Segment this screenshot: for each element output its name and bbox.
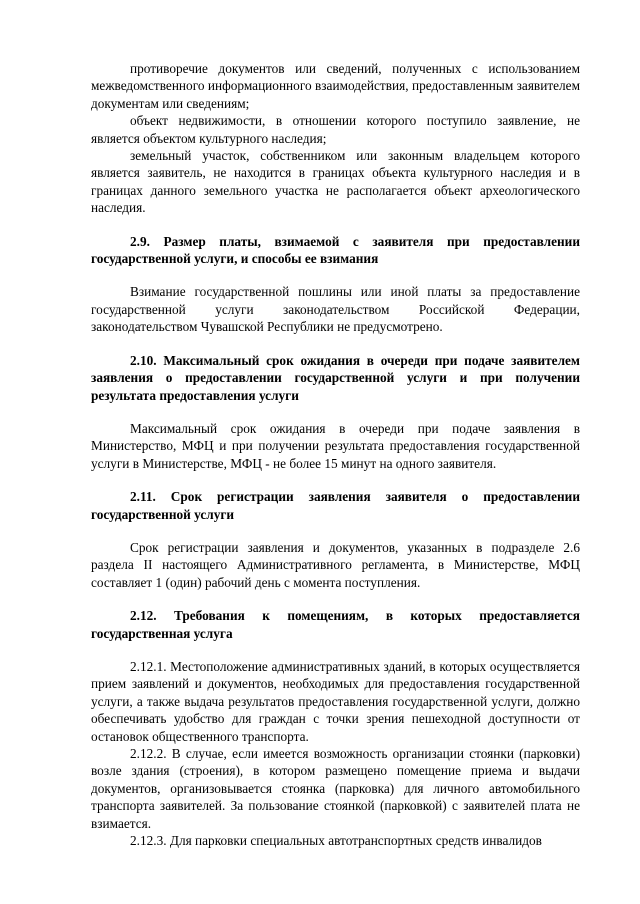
- paragraph-registration-time: Срок регистрации заявления и документов, указанных в подразделе 2.6 раздела II настоящего Административного регламента, в Министерстве, МФЦ составляет 1 (один) рабочий день с момента поступления.: [91, 539, 580, 590]
- heading-2-9: 2.9. Размер платы, взимаемой с заявителя при предоставлении государственной услуги, и способы ее взимания: [91, 233, 580, 267]
- heading-2-12: 2.12. Требования к помещениям, в которых предоставляется государственная услуга: [91, 608, 580, 641]
- paragraph-2-12-3: 2.12.3. Для парковки специальных автотранспортных средств инвалидов: [130, 833, 542, 849]
- paragraph-land-plot: земельный участок, собственником или законным владельцем которого является заявитель, не находится в границах объекта культурного наследия и в границах данного земельного участка не располагается объект археологического наследия.: [91, 148, 580, 216]
- spacer: [91, 404, 580, 420]
- paragraph-real-estate-object: объект недвижимости, в отношении которого поступило заявление, не является объектом культурного наследия;: [91, 113, 580, 146]
- paragraph-fee: Взимание государственной пошлины или иной платы за предоставление государственной услуги законодательством Российской Федерации, законодательством Чувашской Республики не предусмотрено.: [91, 284, 580, 335]
- document-page: [91, 60, 580, 849]
- heading-2-11: 2.11. Срок регистрации заявления заявителя о предоставлении государственной услуги: [91, 489, 580, 522]
- paragraph-2-12-1: 2.12.1. Местоположение административных зданий, в которых осуществляется прием заявлений и документов, необходимых для предоставления государственной услуги, а также выдача результатов предоставления государственной услуги, должно обеспечивать удобство для граждан с точки зрения пешеходной доступности от остановок общественного транспорта.: [91, 658, 580, 744]
- spacer: [91, 472, 580, 488]
- paragraph-queue-time: Максимальный срок ожидания в очереди при подаче заявления в Министерство, МФЦ и при получении результата предоставления государственной услуги в Министерстве, МФЦ - не более 15 минут на одного заявителя.: [91, 420, 580, 471]
- heading-2-10: 2.10. Максимальный срок ожидания в очереди при подаче заявителем заявления о предоставлении государственной услуги и при получении результата предоставления услуги: [91, 352, 580, 403]
- spacer: [91, 642, 580, 658]
- spacer: [91, 336, 580, 352]
- spacer: [91, 267, 580, 283]
- paragraph-2-12-2: 2.12.2. В случае, если имеется возможность организации стоянки (парковки) возле здания (строения), в котором размещено помещение приема и выдачи документов, организовывается стоянка (парковка) для личного автомобильного транспорта заявителей. За пользование стоянкой (парковкой) с заявителей плата не взимается.: [91, 746, 580, 831]
- spacer: [91, 591, 580, 607]
- spacer: [91, 217, 580, 233]
- spacer: [91, 523, 580, 539]
- paragraph-contradiction: противоречие документов или сведений, полученных с использованием межведомственного информационного взаимодействия, предоставленным заявителем документам или сведениям;: [91, 61, 580, 111]
